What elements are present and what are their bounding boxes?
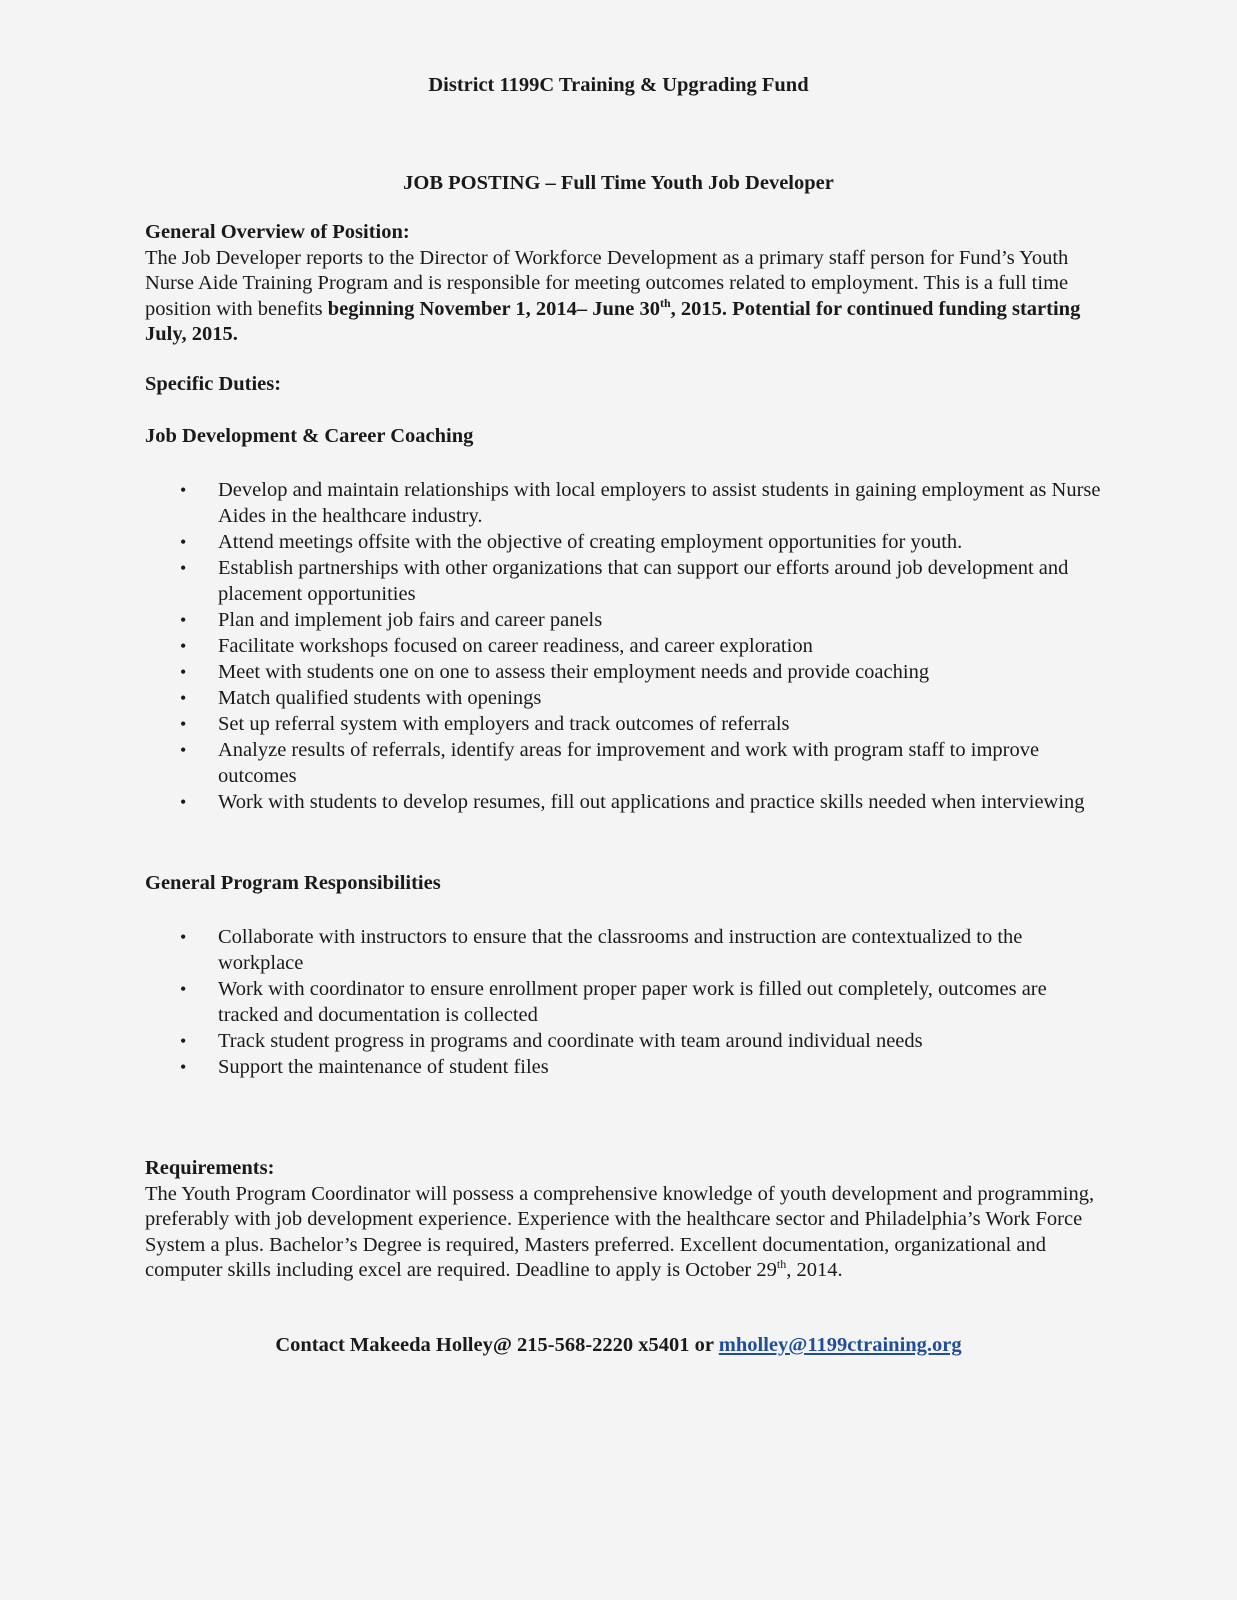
list-item-text: Analyze results of referrals, identify areas for improvement and work with program staff to improve outcomes <box>218 739 1040 787</box>
overview-dates-a: beginning November 1, 2014– June 30 <box>327 297 660 320</box>
overview-text <box>145 246 1105 348</box>
bullet-icon: • <box>180 979 187 999</box>
bullet-icon: • <box>180 792 187 812</box>
list-item <box>145 924 1105 976</box>
list-item <box>145 477 1105 529</box>
bullet-icon: • <box>180 927 187 947</box>
requirements-text-end: , 2014. <box>786 1259 843 1281</box>
list-item <box>145 685 1105 711</box>
list-item <box>145 1054 1105 1080</box>
list-item <box>145 1028 1105 1054</box>
list-item-text: Facilitate workshops focused on career readiness, and career exploration <box>218 635 813 657</box>
list-item-text: Set up referral system with employers and track outcomes of referrals <box>218 713 790 735</box>
overview-heading: General Overview of Position: <box>145 221 410 243</box>
list-item-text: Support the maintenance of student files <box>218 1056 549 1078</box>
bullet-icon: • <box>180 688 187 708</box>
bullet-icon: • <box>180 610 187 630</box>
program-list <box>145 924 1105 1080</box>
list-item <box>145 976 1105 1028</box>
list-item-text: Match qualified students with openings <box>218 687 542 709</box>
bullet-icon: • <box>180 636 187 656</box>
job-dev-list <box>145 477 1105 815</box>
contact-line <box>0 1332 1237 1358</box>
contact-text: Contact Makeeda Holley@ 215-568-2220 x5401 or <box>275 1334 719 1356</box>
list-item-text: Plan and implement job fairs and career panels <box>218 609 603 631</box>
requirements-section <box>145 1156 1105 1284</box>
job-dev-heading: Job Development & Career Coaching <box>145 425 474 447</box>
requirements-text-main: The Youth Program Coordinator will possess a comprehensive knowledge of youth development and programming, preferably with job development experience. Experience with the healthcare sector and Philadelphia’s Work Force System a plus. Bachelor’s Degree is required, Masters preferred. Excellent documentation, organizational and computer skills including excel are required. Deadline to apply is October 29 <box>145 1182 1095 1281</box>
program-heading: General Program Responsibilities <box>145 872 441 894</box>
requirements-heading: Requirements: <box>145 1157 275 1179</box>
list-item-text: Meet with students one on one to assess their employment needs and provide coaching <box>218 661 930 683</box>
org-title: District 1199C Training & Upgrading Fund <box>428 74 809 96</box>
overview-dates-sup: th <box>660 295 671 310</box>
list-item <box>145 529 1105 555</box>
list-item <box>145 659 1105 685</box>
bullet-icon: • <box>180 662 187 682</box>
list-item <box>145 711 1105 737</box>
list-item-text: Develop and maintain relationships with local employers to assist students in gaining employment as Nurse Aides in the healthcare industry. <box>218 479 1101 527</box>
requirements-text <box>145 1182 1105 1284</box>
list-item-text: Work with coordinator to ensure enrollment proper paper work is filled out completely, outcomes are tracked and documentation is collected <box>218 978 1047 1026</box>
bullet-icon: • <box>180 480 187 500</box>
list-item <box>145 737 1105 789</box>
requirements-sup: th <box>776 1257 787 1272</box>
list-item <box>145 633 1105 659</box>
list-item <box>145 607 1105 633</box>
bullet-icon: • <box>180 532 187 552</box>
posting-title: JOB POSTING – Full Time Youth Job Developer <box>403 172 834 194</box>
list-item-text: Attend meetings offsite with the objective of creating employment opportunities for youth. <box>218 531 963 553</box>
bullet-icon: • <box>180 1031 187 1051</box>
bullet-icon: • <box>180 714 187 734</box>
contact-email-link[interactable]: mholley@1199ctraining.org <box>718 1334 962 1356</box>
list-item-text: Track student progress in programs and coordinate with team around individual needs <box>218 1030 923 1052</box>
bullet-icon: • <box>180 740 187 760</box>
overview-dates-b: , 2015. Potential for continued funding starting July, 2015. <box>145 297 1081 345</box>
list-item <box>145 789 1105 815</box>
bullet-icon: • <box>180 1057 187 1077</box>
specific-duties-heading: Specific Duties: <box>145 373 282 395</box>
list-item-text: Collaborate with instructors to ensure that the classrooms and instruction are contextualized to the workplace <box>218 926 1023 974</box>
list-item-text: Work with students to develop resumes, fill out applications and practice skills needed when interviewing <box>218 791 1085 813</box>
overview-section <box>145 220 1105 348</box>
list-item-text: Establish partnerships with other organizations that can support our efforts around job development and placement opportunities <box>218 557 1069 605</box>
list-item <box>145 555 1105 607</box>
bullet-icon: • <box>180 558 187 578</box>
overview-text-part1: The Job Developer reports to the Director of Workforce Development as a primary staff person for Fund’s Youth Nurse Aide Training Program and is responsible for meeting outcomes related to employment. This is a full time position with benefits <box>145 246 1069 320</box>
